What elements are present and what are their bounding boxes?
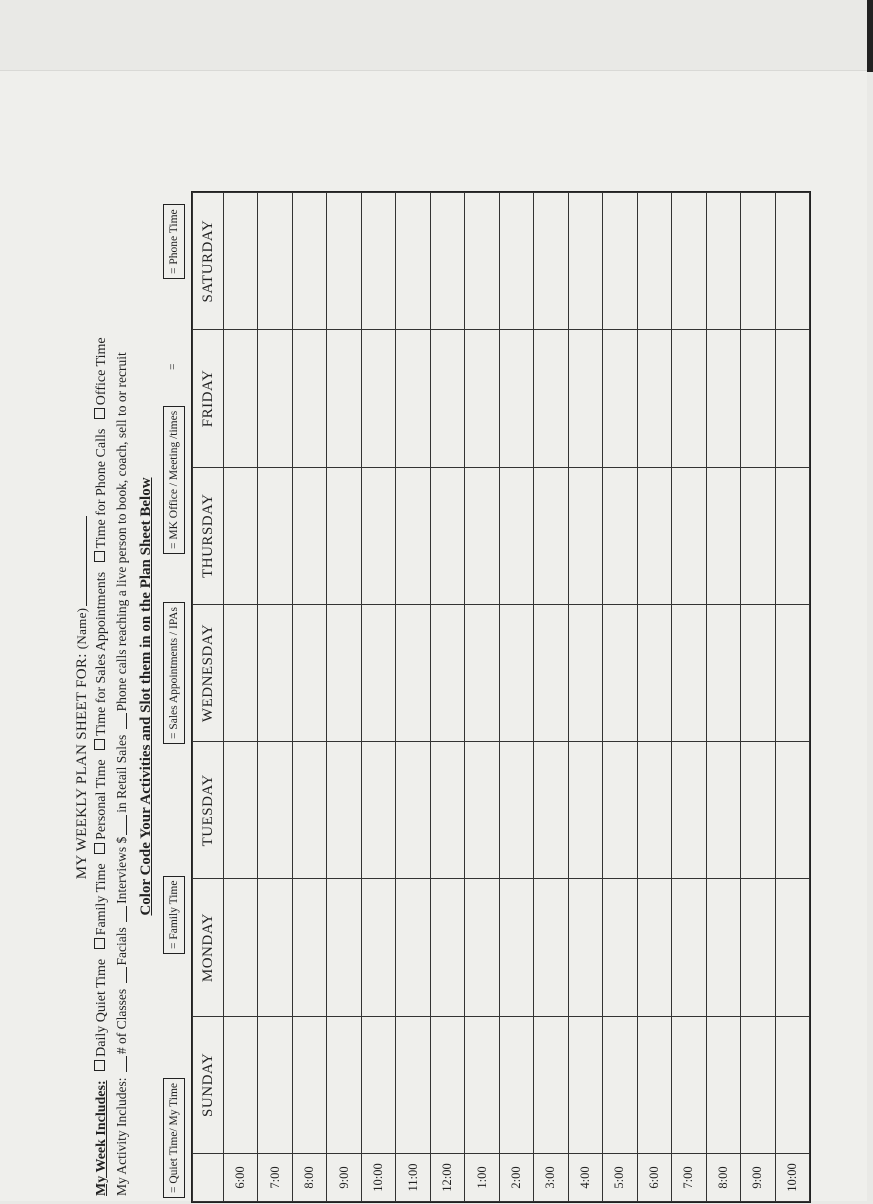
plan-cell[interactable] [396, 879, 430, 1016]
week-includes-line [94, 337, 110, 1196]
plan-cell[interactable] [258, 879, 292, 1016]
plan-cell[interactable] [775, 604, 810, 741]
time-row [741, 193, 775, 1202]
scan-edge-bar [867, 0, 873, 72]
time-row [534, 193, 568, 1202]
key-phone-time: = Phone Time [163, 204, 185, 279]
plan-cell[interactable] [499, 330, 533, 467]
plan-cell[interactable] [465, 879, 499, 1016]
plan-cell[interactable] [292, 330, 326, 467]
plan-cell[interactable] [706, 742, 740, 879]
time-label: 9:00 [741, 1154, 775, 1202]
plan-cell[interactable] [292, 1016, 326, 1153]
plan-cell[interactable] [775, 467, 810, 604]
plan-cell[interactable] [258, 330, 292, 467]
plan-cell[interactable] [741, 879, 775, 1016]
plan-cell[interactable] [741, 193, 775, 330]
plan-cell[interactable] [706, 1016, 740, 1153]
plan-cell[interactable] [224, 879, 258, 1016]
time-label: 12:00 [430, 1154, 464, 1202]
time-row [706, 193, 740, 1202]
plan-cell[interactable] [327, 604, 361, 741]
key-family-time: = Family Time [163, 876, 185, 954]
corner-cell [193, 1154, 224, 1202]
include-option: Time for Phone Calls [94, 428, 109, 549]
time-label: 10:00 [775, 1154, 810, 1202]
plan-cell[interactable] [568, 467, 602, 604]
plan-cell[interactable] [603, 467, 637, 604]
plan-cell[interactable] [224, 193, 258, 330]
weekly-plan-grid [191, 191, 811, 1203]
time-label: 4:00 [568, 1154, 602, 1202]
plan-cell[interactable] [706, 193, 740, 330]
checkbox-icon[interactable] [94, 739, 105, 750]
plan-cell[interactable] [568, 193, 602, 330]
plan-cell[interactable] [327, 330, 361, 467]
plan-cell[interactable] [672, 879, 706, 1016]
plan-cell[interactable] [534, 879, 568, 1016]
day-header: SATURDAY [193, 193, 224, 330]
plan-cell[interactable] [568, 1016, 602, 1153]
blank-field[interactable] [114, 906, 127, 922]
plan-cell[interactable] [706, 604, 740, 741]
time-label: 8:00 [706, 1154, 740, 1202]
day-header: TUESDAY [193, 742, 224, 879]
week-includes-label: My Week Includes: [94, 1080, 109, 1196]
plan-cell[interactable] [568, 330, 602, 467]
plan-cell[interactable] [534, 193, 568, 330]
time-row [292, 193, 326, 1202]
plan-cell[interactable] [568, 604, 602, 741]
plan-cell[interactable] [361, 742, 395, 879]
plan-cell[interactable] [224, 742, 258, 879]
checkbox-icon[interactable] [94, 938, 105, 949]
time-row [327, 193, 361, 1202]
plan-cell[interactable] [534, 330, 568, 467]
plan-cell[interactable] [637, 604, 671, 741]
key-blank: = [167, 363, 179, 370]
plan-cell[interactable] [637, 742, 671, 879]
activity-item: $ [114, 836, 129, 844]
time-label: 7:00 [258, 1154, 292, 1202]
color-code-heading: Color Code Your Activities and Slot them in on the Plan Sheet Below [138, 477, 154, 916]
plan-cell[interactable] [706, 879, 740, 1016]
plan-cell[interactable] [568, 742, 602, 879]
blank-field[interactable] [114, 713, 127, 729]
time-row [396, 193, 430, 1202]
plan-cell[interactable] [637, 879, 671, 1016]
plan-cell[interactable] [499, 879, 533, 1016]
plan-cell[interactable] [499, 1016, 533, 1153]
plan-cell[interactable] [741, 467, 775, 604]
plan-cell[interactable] [361, 193, 395, 330]
include-option: Office Time [94, 337, 109, 406]
plan-cell[interactable] [430, 1016, 464, 1153]
plan-cell[interactable] [292, 193, 326, 330]
plan-cell[interactable] [258, 193, 292, 330]
activity-label: My Activity Includes: [114, 1077, 129, 1196]
activity-item: in Retail Sales [114, 734, 129, 813]
plan-cell[interactable] [672, 1016, 706, 1153]
activity-item: Interviews [114, 846, 129, 904]
plan-cell[interactable] [672, 330, 706, 467]
plan-cell[interactable] [396, 467, 430, 604]
time-row [568, 193, 602, 1202]
time-label: 7:00 [672, 1154, 706, 1202]
plan-cell[interactable] [499, 742, 533, 879]
plan-cell[interactable] [706, 467, 740, 604]
plan-cell[interactable] [258, 467, 292, 604]
time-row [672, 193, 706, 1202]
time-label: 5:00 [603, 1154, 637, 1202]
plan-cell[interactable] [775, 330, 810, 467]
title-prefix: MY WEEKLY PLAN SHEET FOR: [74, 653, 90, 880]
plan-cell[interactable] [465, 467, 499, 604]
plan-cell[interactable] [258, 1016, 292, 1153]
plan-cell[interactable] [775, 1016, 810, 1153]
plan-cell[interactable] [258, 742, 292, 879]
time-row [499, 193, 533, 1202]
plan-cell[interactable] [430, 604, 464, 741]
plan-cell[interactable] [603, 330, 637, 467]
plan-cell[interactable] [361, 604, 395, 741]
include-option: Personal Time [94, 759, 109, 840]
time-row [361, 193, 395, 1202]
plan-cell[interactable] [361, 330, 395, 467]
plan-cell[interactable] [637, 467, 671, 604]
plan-cell[interactable] [603, 1016, 637, 1153]
plan-cell[interactable] [396, 742, 430, 879]
checkbox-icon[interactable] [94, 408, 105, 419]
blank-field[interactable] [114, 1056, 127, 1072]
plan-cell[interactable] [361, 879, 395, 1016]
key-quiet-time: = Quiet Time/ My Time [163, 1078, 185, 1198]
plan-cell[interactable] [292, 742, 326, 879]
plan-cell[interactable] [637, 330, 671, 467]
plan-cell[interactable] [741, 1016, 775, 1153]
plan-cell[interactable] [499, 467, 533, 604]
plan-cell[interactable] [465, 330, 499, 467]
plan-cell[interactable] [396, 193, 430, 330]
plan-cell[interactable] [672, 467, 706, 604]
plan-cell[interactable] [637, 193, 671, 330]
time-label: 1:00 [465, 1154, 499, 1202]
time-row [465, 193, 499, 1202]
time-label: 9:00 [327, 1154, 361, 1202]
plan-cell[interactable] [224, 467, 258, 604]
time-row [224, 193, 258, 1202]
checkbox-icon[interactable] [94, 1060, 105, 1071]
plan-cell[interactable] [327, 742, 361, 879]
plan-cell[interactable] [672, 604, 706, 741]
day-header: FRIDAY [193, 330, 224, 467]
checkbox-icon[interactable] [94, 551, 105, 562]
plan-cell[interactable] [603, 193, 637, 330]
day-header: MONDAY [193, 879, 224, 1016]
time-rows [224, 193, 810, 1202]
plan-cell[interactable] [292, 467, 326, 604]
plan-cell[interactable] [292, 879, 326, 1016]
time-label: 6:00 [637, 1154, 671, 1202]
blank-field[interactable] [114, 815, 127, 835]
plan-cell[interactable] [292, 604, 326, 741]
day-header: THURSDAY [193, 467, 224, 604]
plan-cell[interactable] [637, 1016, 671, 1153]
name-blank[interactable] [74, 516, 87, 606]
plan-cell[interactable] [465, 604, 499, 741]
plan-cell[interactable] [258, 604, 292, 741]
plan-cell[interactable] [499, 193, 533, 330]
time-row [603, 193, 637, 1202]
plan-cell[interactable] [499, 604, 533, 741]
plan-table [192, 192, 810, 1202]
plan-cell[interactable] [534, 604, 568, 741]
activity-item: Phone calls reaching a live person to book, coach, sell to or recruit [114, 352, 129, 712]
plan-cell[interactable] [672, 193, 706, 330]
plan-cell[interactable] [741, 742, 775, 879]
plan-cell[interactable] [361, 467, 395, 604]
plan-cell[interactable] [430, 742, 464, 879]
key-sales-appointments: = Sales Appointments / IPAs [163, 602, 185, 744]
day-header: WEDNESDAY [193, 604, 224, 741]
plan-cell[interactable] [224, 604, 258, 741]
plan-cell[interactable] [224, 330, 258, 467]
key-mk-office: = MK Office / Meeting /times [163, 406, 185, 554]
plan-cell[interactable] [430, 193, 464, 330]
plan-cell[interactable] [327, 1016, 361, 1153]
plan-cell[interactable] [672, 742, 706, 879]
time-label: 3:00 [534, 1154, 568, 1202]
plan-cell[interactable] [430, 879, 464, 1016]
plan-cell[interactable] [327, 193, 361, 330]
time-row [258, 193, 292, 1202]
activity-item: # of Classes [114, 988, 129, 1055]
title-name-placeholder: (Name) [74, 607, 89, 650]
rotated-plan-sheet [66, 189, 816, 1204]
time-label: 10:00 [361, 1154, 395, 1202]
plan-cell[interactable] [396, 330, 430, 467]
time-label: 2:00 [499, 1154, 533, 1202]
plan-cell[interactable] [430, 467, 464, 604]
plan-cell[interactable] [361, 1016, 395, 1153]
plan-cell[interactable] [430, 330, 464, 467]
plan-cell[interactable] [465, 193, 499, 330]
plan-cell[interactable] [706, 330, 740, 467]
plan-cell[interactable] [327, 879, 361, 1016]
time-row [637, 193, 671, 1202]
activity-item: Facials [114, 927, 129, 966]
day-header: SUNDAY [193, 1016, 224, 1153]
plan-cell[interactable] [327, 467, 361, 604]
blank-field[interactable] [114, 968, 127, 984]
sheet-title [74, 189, 91, 1204]
include-option: Daily Quiet Time [94, 958, 109, 1057]
plan-cell[interactable] [741, 330, 775, 467]
plan-cell[interactable] [775, 193, 810, 330]
plan-cell[interactable] [465, 1016, 499, 1153]
plan-cell[interactable] [396, 1016, 430, 1153]
plan-cell[interactable] [224, 1016, 258, 1153]
plan-cell[interactable] [741, 604, 775, 741]
plan-cell[interactable] [775, 879, 810, 1016]
checkbox-icon[interactable] [94, 843, 105, 854]
time-label: 11:00 [396, 1154, 430, 1202]
time-label: 6:00 [224, 1154, 258, 1202]
activity-includes-line [114, 352, 130, 1196]
plan-cell[interactable] [465, 742, 499, 879]
include-option: Time for Sales Appointments [94, 571, 109, 736]
plan-cell[interactable] [534, 1016, 568, 1153]
plan-cell[interactable] [568, 879, 602, 1016]
plan-cell[interactable] [603, 742, 637, 879]
plan-cell[interactable] [534, 742, 568, 879]
day-header-row [193, 193, 224, 1202]
plan-cell[interactable] [603, 604, 637, 741]
plan-cell[interactable] [396, 604, 430, 741]
time-label: 8:00 [292, 1154, 326, 1202]
plan-cell[interactable] [603, 879, 637, 1016]
scanned-page [0, 70, 867, 1201]
plan-cell[interactable] [775, 742, 810, 879]
time-row [430, 193, 464, 1202]
include-option: Family Time [94, 863, 109, 936]
time-row [775, 193, 810, 1202]
plan-cell[interactable] [534, 467, 568, 604]
